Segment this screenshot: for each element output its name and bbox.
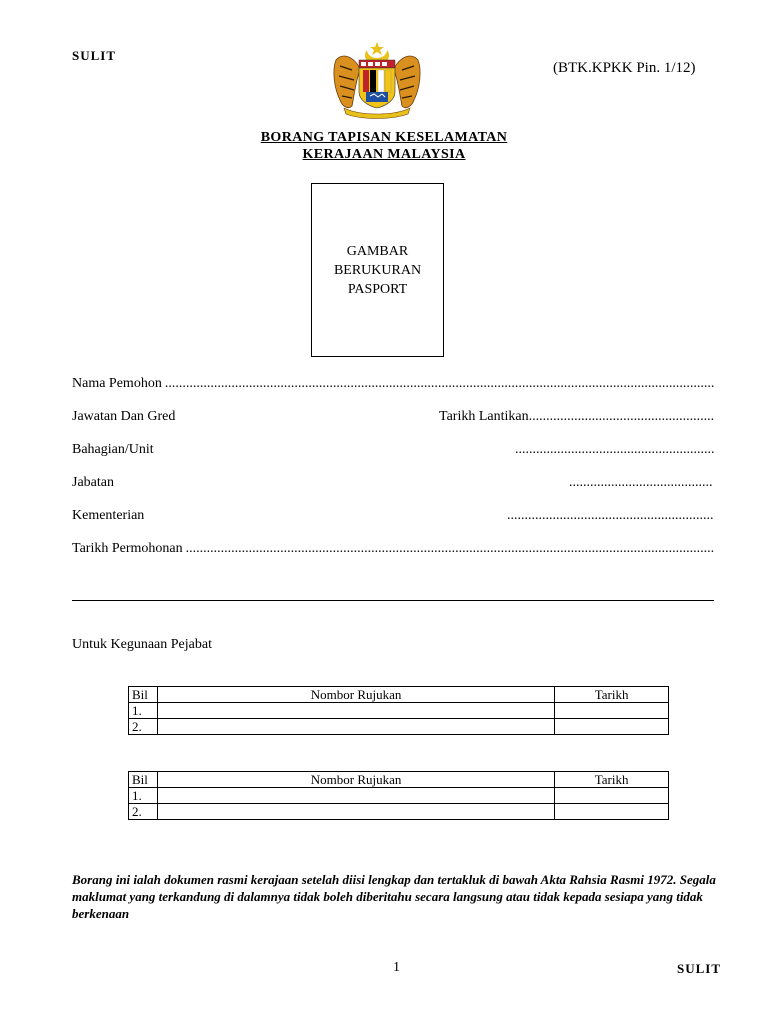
- form-title-line-1: BORANG TAPISAN KESELAMATAN: [260, 130, 508, 145]
- section-divider: [72, 600, 714, 601]
- fill-line-jabatan[interactable]: [569, 474, 712, 492]
- office-table-cell-tarikh[interactable]: [555, 703, 669, 719]
- table-row: [129, 703, 669, 719]
- office-use-heading: Untuk Kegunaan Pejabat: [72, 637, 212, 652]
- passport-photo-box[interactable]: [311, 183, 444, 357]
- confidentiality-note: Borang ini ialah dokumen rasmi kerajaan setelah diisi lengkap dan tertakluk di bawah Akta Rahsia Rasmi 1972. Segala maklumat yang terkandung di dalamnya tidak boleh diberitahu secara langsung atau tidak kepada sesiapa yang tidak berkenaan: [72, 872, 716, 921]
- photo-box-line-1: GAMBAR: [346, 244, 409, 259]
- fill-line-tarikh-lantikan[interactable]: [529, 408, 714, 426]
- office-table-header-tarikh: Tarikh: [555, 772, 669, 788]
- form-title: [0, 129, 768, 163]
- field-label-tarikh-permohonan: Tarikh Permohonan: [72, 541, 183, 556]
- field-tarikh-permohonan[interactable]: [72, 540, 714, 558]
- field-label-jabatan: Jabatan: [72, 475, 114, 490]
- fill-line-tarikh-permohonan[interactable]: [186, 540, 714, 558]
- field-tarikh-lantikan[interactable]: [439, 408, 714, 426]
- fill-dots-jabatan[interactable]: [569, 474, 712, 492]
- office-table-cell-tarikh[interactable]: [555, 719, 669, 735]
- field-label-jawatan-dan-gred: Jawatan Dan Gred: [72, 409, 176, 424]
- office-table-2: [128, 771, 669, 820]
- page-number: 1: [393, 960, 400, 975]
- office-table-cell-nombor-rujukan[interactable]: [157, 703, 554, 719]
- office-table-header-bil: Bil: [129, 687, 158, 703]
- fill-line-kementerian[interactable]: [507, 507, 714, 525]
- malaysia-coat-of-arms-icon: [330, 40, 424, 120]
- office-table-cell-nombor-rujukan[interactable]: [157, 719, 554, 735]
- field-label-tarikh-lantikan: Tarikh Lantikan: [439, 409, 529, 424]
- field-label-nama-pemohon: Nama Pemohon: [72, 376, 162, 391]
- classification-label-top: SULIT: [72, 48, 117, 63]
- office-table-cell-bil: 1.: [129, 703, 158, 719]
- office-table-1: [128, 686, 669, 735]
- fill-dots-bahagian-unit[interactable]: [515, 441, 714, 459]
- office-table-cell-tarikh[interactable]: [555, 788, 669, 804]
- office-table-header-nombor-rujukan: Nombor Rujukan: [157, 772, 554, 788]
- form-title-line-2: KERAJAAN MALAYSIA: [302, 147, 466, 162]
- fill-dots-kementerian[interactable]: [507, 507, 714, 525]
- office-table-cell-bil: 2.: [129, 719, 158, 735]
- classification-label-bottom: SULIT: [677, 961, 722, 976]
- office-table-cell-bil: 1.: [129, 788, 158, 804]
- field-label-kementerian: Kementerian: [72, 508, 145, 523]
- office-table-cell-tarikh[interactable]: [555, 804, 669, 820]
- fill-line-nama-pemohon[interactable]: [165, 375, 714, 393]
- field-nama-pemohon[interactable]: [72, 375, 714, 393]
- fill-line-bahagian-unit[interactable]: [515, 441, 714, 459]
- photo-box-line-3: PASPORT: [347, 282, 408, 297]
- field-label-bahagian-unit: Bahagian/Unit: [72, 442, 154, 457]
- office-table-cell-nombor-rujukan[interactable]: [157, 804, 554, 820]
- office-table-header-bil: Bil: [129, 772, 158, 788]
- table-row: [129, 804, 669, 820]
- table-row: [129, 788, 669, 804]
- office-table-header-nombor-rujukan: Nombor Rujukan: [157, 687, 554, 703]
- photo-box-line-2: BERUKURAN: [333, 263, 422, 278]
- office-table-header-tarikh: Tarikh: [555, 687, 669, 703]
- form-reference: (BTK.KPKK Pin. 1/12): [553, 60, 696, 76]
- table-row: [129, 719, 669, 735]
- office-table-cell-nombor-rujukan[interactable]: [157, 788, 554, 804]
- office-table-cell-bil: 2.: [129, 804, 158, 820]
